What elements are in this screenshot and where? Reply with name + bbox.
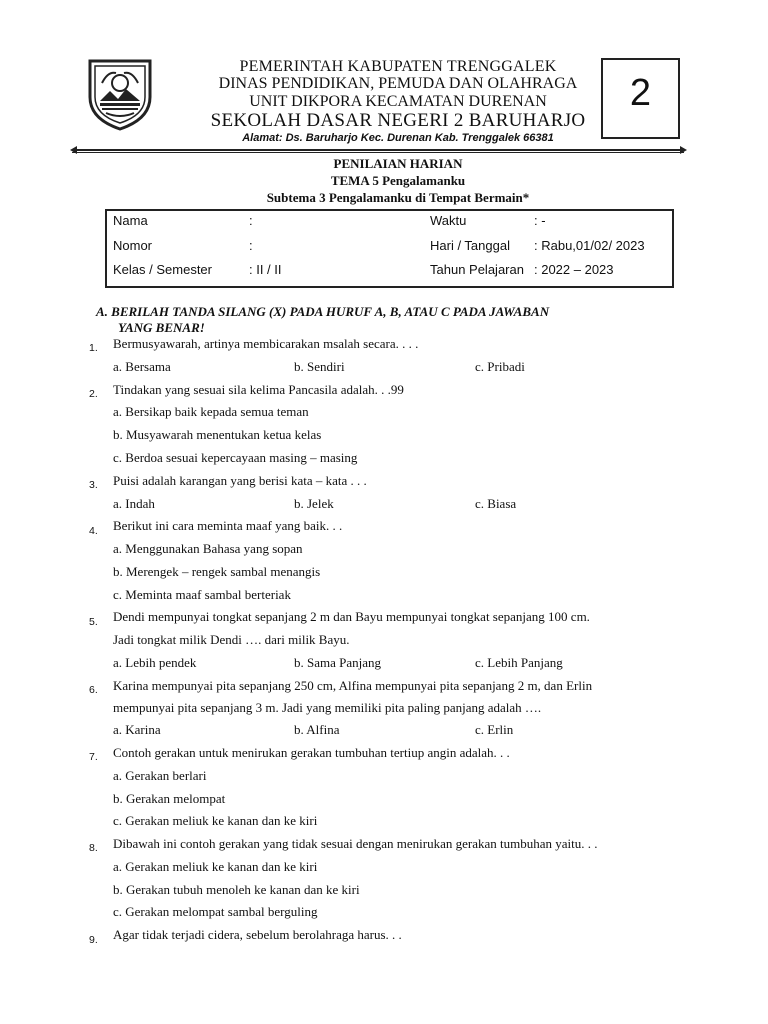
header-line-3: UNIT DIKPORA KECAMATAN DURENAN (249, 93, 547, 110)
class-label: Kelas / Semester (113, 262, 212, 277)
question-text: Dibawah ini contoh gerakan yang tidak sesuai dengan menirukan gerakan tumbuhan yaitu. . . (113, 836, 598, 851)
question-number: 8. (89, 842, 98, 854)
option-b: b. Alfina (294, 722, 340, 737)
option-a: a. Gerakan berlari (113, 768, 207, 783)
question-text-continued: mempunyai pita sepanjang 3 m. Jadi yang memiliki pita paling panjang adalah …. (113, 700, 542, 715)
option-b: b. Sama Panjang (294, 655, 382, 670)
header-divider (72, 149, 684, 151)
option-b: b. Merengek – rengek sambal menangis (113, 564, 321, 579)
option-a: a. Menggunakan Bahasa yang sopan (113, 541, 303, 556)
school-name: SEKOLAH DASAR NEGERI 2 BARUHARJO (210, 110, 586, 131)
option-b: b. Sendiri (294, 359, 345, 374)
option-a: a. Bersikap baik kepada semua teman (113, 404, 309, 419)
header-divider-thin (72, 152, 684, 153)
question-number: 4. (89, 525, 98, 537)
date-value: : Rabu,01/02/ 2023 (534, 238, 645, 253)
number-label: Nomor (113, 238, 153, 253)
question-text: Karina mempunyai pita sepanjang 250 cm, Alfina mempunyai pita sepanjang 2 m, dan Erlin (113, 678, 593, 693)
exam-title: PENILAIAN HARIAN (333, 156, 463, 171)
option-a: a. Karina (113, 722, 161, 737)
question-number: 6. (89, 684, 98, 696)
question-number: 9. (89, 934, 98, 946)
divider-arrow-left (70, 146, 77, 154)
school-year-value: : 2022 – 2023 (534, 262, 614, 277)
date-label: Hari / Tanggal (430, 238, 510, 253)
time-label: Waktu (430, 213, 467, 228)
number-value: : (249, 238, 253, 253)
class-value: : II / II (249, 262, 282, 277)
option-c: c. Berdoa sesuai kepercayaan masing – masing (113, 450, 358, 465)
option-a: a. Lebih pendek (113, 655, 197, 670)
question-text: Puisi adalah karangan yang berisi kata – kata . . . (113, 473, 367, 488)
time-value: : - (534, 213, 546, 228)
school-year-label: Tahun Pelajaran (430, 262, 524, 277)
question-number: 3. (89, 479, 98, 491)
question-number: 7. (89, 751, 98, 763)
name-value: : (249, 213, 253, 228)
option-c: c. Biasa (475, 496, 517, 511)
option-c: c. Lebih Panjang (475, 655, 563, 670)
option-b: b. Gerakan tubuh menoleh ke kanan dan ke kiri (113, 882, 360, 897)
option-a: a. Indah (113, 496, 155, 511)
header-line-1: PEMERINTAH KABUPATEN TRENGGALEK (239, 58, 557, 75)
option-c: c. Pribadi (475, 359, 525, 374)
option-b: b. Gerakan melompat (113, 791, 226, 806)
option-c: c. Meminta maaf sambal berteriak (113, 587, 291, 602)
name-label: Nama (113, 213, 148, 228)
option-b: b. Jelek (294, 496, 334, 511)
section-a-line-1: A. BERILAH TANDA SILANG (X) PADA HURUF A, B, ATAU C PADA JAWABAN (96, 304, 550, 319)
class-number-box: 2 (601, 58, 680, 139)
option-c: c. Gerakan meliuk ke kanan dan ke kiri (113, 813, 318, 828)
question-text: Agar tidak terjadi cidera, sebelum berolahraga harus. . . (113, 927, 402, 942)
kabupaten-emblem-logo (86, 57, 154, 131)
divider-arrow-right (680, 146, 687, 154)
question-text: Berikut ini cara meminta maaf yang baik. . . (113, 518, 343, 533)
question-text: Bermusyawarah, artinya membicarakan msalah secara. . . . (113, 336, 419, 351)
option-a: a. Bersama (113, 359, 171, 374)
section-a-instruction (96, 304, 666, 336)
header-line-2: DINAS PENDIDIKAN, PEMUDA DAN OLAHRAGA (218, 75, 578, 92)
question-number: 1. (89, 342, 98, 354)
option-b: b. Musyawarah menentukan ketua kelas (113, 427, 322, 442)
section-a-line-2: YANG BENAR! (118, 320, 205, 335)
question-number: 5. (89, 616, 98, 628)
exam-subtheme: Subtema 3 Pengalamanku di Tempat Bermain* (266, 190, 530, 205)
option-c: c. Erlin (475, 722, 514, 737)
option-a: a. Gerakan meliuk ke kanan dan ke kiri (113, 859, 318, 874)
school-address: Alamat: Ds. Baruharjo Kec. Durenan Kab. Trenggalek 66381 (242, 132, 554, 144)
option-c: c. Gerakan melompat sambal berguling (113, 904, 318, 919)
question-text-continued: Jadi tongkat milik Dendi …. dari milik Bayu. (113, 632, 350, 647)
question-text: Dendi mempunyai tongkat sepanjang 2 m dan Bayu mempunyai tongkat sepanjang 100 cm. (113, 609, 590, 624)
exam-theme: TEMA 5 Pengalamanku (330, 173, 466, 188)
question-text: Contoh gerakan untuk menirukan gerakan tumbuhan tertiup angin adalah. . . (113, 745, 510, 760)
question-number: 2. (89, 388, 98, 400)
question-text: Tindakan yang sesuai sila kelima Pancasila adalah. . .99 (113, 382, 404, 397)
